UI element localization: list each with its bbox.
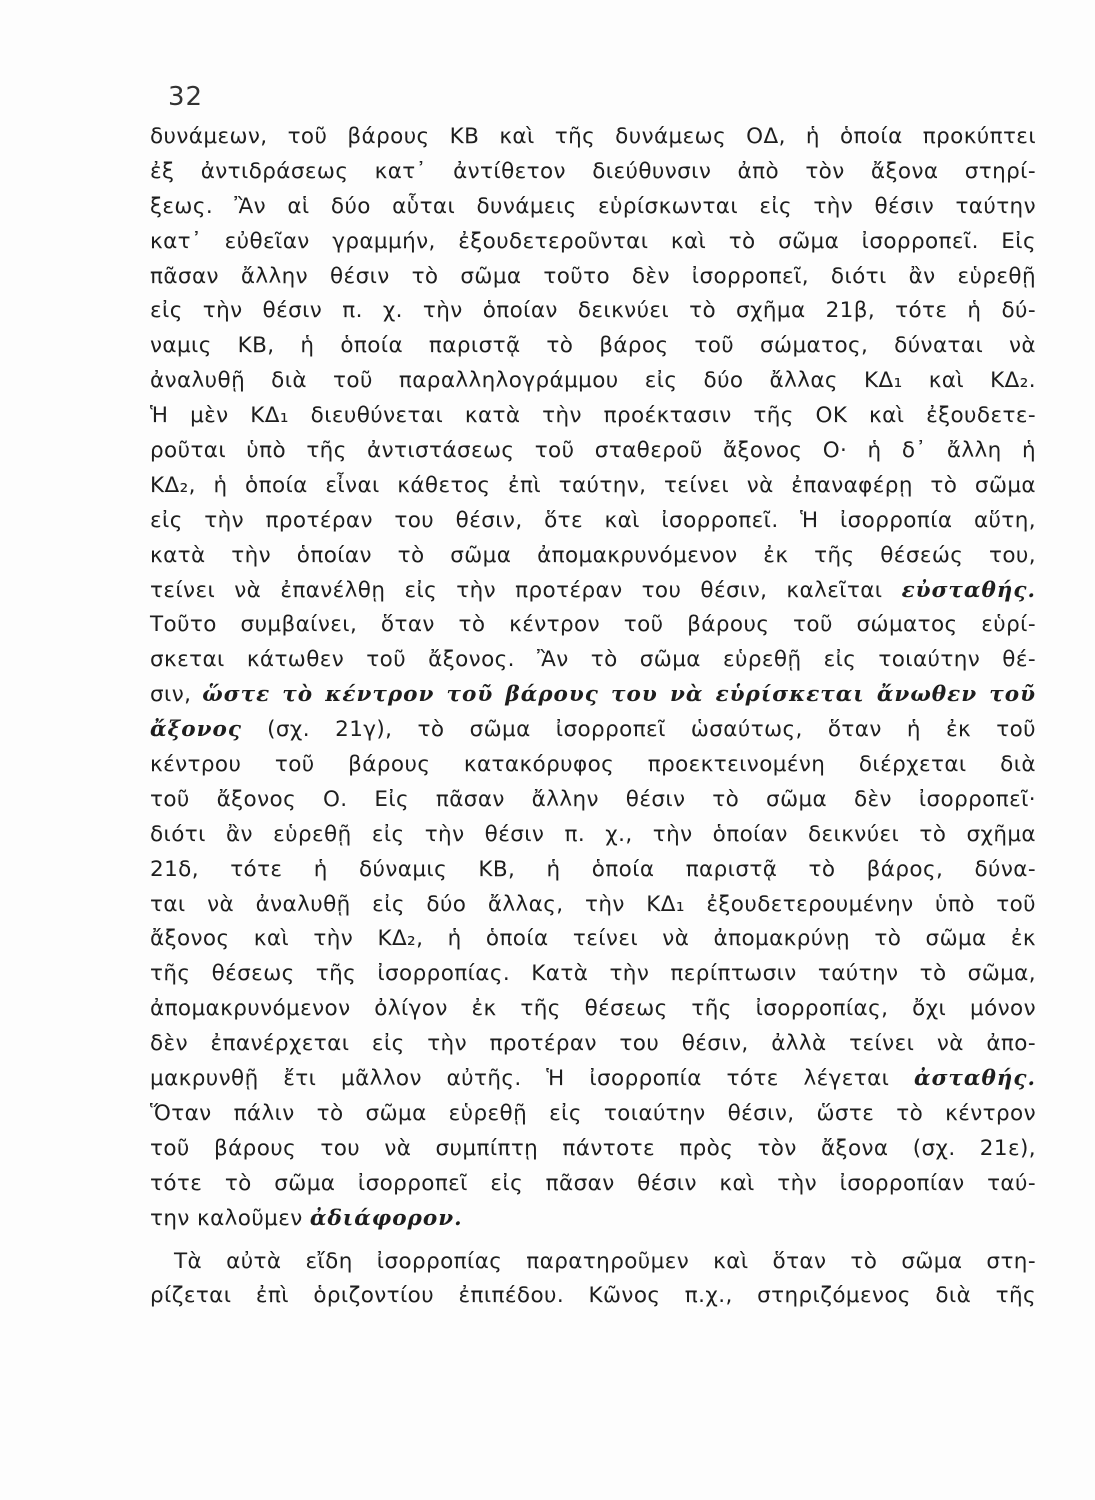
text-line: δὲν ἐπανέρχεται εἰς τὴν προτέραν του θέσιν, ἀλλὰ τείνει νὰ ἀπο- — [150, 1031, 1036, 1057]
text-line: ΚΔ₂, ἡ ὁποία εἶναι κάθετος ἐπὶ ταύτην, τείνει νὰ ἐπαναφέρῃ τὸ σῶμα — [150, 472, 1036, 498]
body-text — [150, 120, 1036, 1314]
text-segment: (σχ. 21γ), τὸ σῶμα ἰσορροπεῖ ὡσαύτως, ὅταν ἡ ἐκ τοῦ — [267, 717, 1036, 743]
text-segment: μακρυνθῇ ἔτι μᾶλλον αὐτῆς. Ἡ ἰσορροπία τότε λέγεται — [150, 1066, 890, 1092]
text-line-with-emphasis — [150, 1062, 1036, 1097]
text-line: τοῦ ἄξονος Ο. Εἰς πᾶσαν ἄλλην θέσιν τὸ σῶμα δὲν ἰσορροπεῖ· — [150, 786, 1036, 812]
text-line: πᾶσαν ἄλλην θέσιν τὸ σῶμα τοῦτο δὲν ἰσορροπεῖ, διότι ἂν εὑρεθῇ — [150, 263, 1036, 289]
text-line: τοῦ βάρους του νὰ συμπίπτῃ πάντοτε πρὸς τὸν ἄξονα (σχ. 21ε), — [150, 1135, 1036, 1161]
text-line-paragraph-start: Τὰ αὐτὰ εἴδη ἰσορροπίας παρατηροῦμεν καὶ ὅταν τὸ σῶμα στη- — [174, 1248, 1036, 1274]
term-unstable: ἀσταθής. — [914, 1066, 1036, 1092]
text-line: κέντρου τοῦ βάρους κατακόρυφος προεκτεινομένη διέρχεται διὰ — [150, 752, 1036, 778]
text-line: ται νὰ ἀναλυθῇ εἰς δύο ἄλλας, τὴν ΚΔ₁ ἐξουδετερουμένην ὑπὸ τοῦ — [150, 891, 1036, 917]
text-line-with-emphasis — [150, 1202, 1036, 1237]
text-line: Τοῦτο συμβαίνει, ὅταν τὸ κέντρον τοῦ βάρους τοῦ σώματος εὑρί- — [150, 612, 1036, 638]
text-line-with-emphasis — [150, 678, 1036, 713]
text-line: εἰς τὴν προτέραν του θέσιν, ὅτε καὶ ἰσορροπεῖ. Ἡ ἰσορροπία αὕτη, — [150, 507, 1036, 533]
text-line: ἄξονος καὶ τὴν ΚΔ₂, ἡ ὁποία τείνει νὰ ἀπομακρύνῃ τὸ σῶμα ἐκ — [150, 926, 1036, 952]
text-line: ξεως. Ἂν αἱ δύο αὗται δυνάμεις εὑρίσκωνται εἰς τὴν θέσιν ταύτην — [150, 193, 1036, 219]
term-stable: εὐσταθής. — [901, 577, 1036, 603]
text-line: διότι ἂν εὑρεθῇ εἰς τὴν θέσιν π. χ., τὴν ὁποίαν δεικνύει τὸ σχῆμα — [150, 821, 1036, 847]
text-line: ἐξ ἀντιδράσεως κατ᾽ ἀντίθετον διεύθυνσιν ἀπὸ τὸν ἄξονα στηρί- — [150, 158, 1036, 184]
text-line: 21δ, τότε ἡ δύναμις ΚΒ, ἡ ὁποία παριστᾷ τὸ βάρος, δύνα- — [150, 856, 1036, 882]
text-line: ροῦται ὑπὸ τῆς ἀντιστάσεως τοῦ σταθεροῦ ἄξονος Ο· ἡ δ᾽ ἄλλη ἡ — [150, 438, 1036, 464]
text-line: ρίζεται ἐπὶ ὁριζοντίου ἐπιπέδου. Κῶνος π.χ., στηριζόμενος διὰ τῆς — [150, 1283, 1036, 1309]
text-line: Ἡ μὲν ΚΔ₁ διευθύνεται κατὰ τὴν προέκτασιν τῆς ΟΚ καὶ ἐξουδετε- — [150, 403, 1036, 429]
emphasis-axis-word: ἄξονος — [150, 717, 242, 743]
text-line: Ὅταν πάλιν τὸ σῶμα εὑρεθῇ εἰς τοιαύτην θέσιν, ὥστε τὸ κέντρον — [150, 1100, 1036, 1126]
text-segment: τείνει νὰ ἐπανέλθῃ εἰς τὴν προτέραν του θέσιν, καλεῖται — [150, 577, 883, 603]
term-indifferent: ἀδιάφορον. — [309, 1205, 463, 1231]
text-line: ἀναλυθῇ διὰ τοῦ παραλληλογράμμου εἰς δύο ἄλλας ΚΔ₁ καὶ ΚΔ₂. — [150, 368, 1036, 394]
text-line: κατ᾽ εὐθεῖαν γραμμήν, ἐξουδετεροῦνται καὶ τὸ σῶμα ἰσορροπεῖ. Εἰς — [150, 228, 1036, 254]
text-line: κατὰ τὴν ὁποίαν τὸ σῶμα ἀπομακρυνόμενον ἐκ τῆς θέσεώς του, — [150, 542, 1036, 568]
text-line-with-emphasis — [150, 713, 1036, 748]
text-line-with-emphasis — [150, 574, 1036, 609]
text-line: εἰς τὴν θέσιν π. χ. τὴν ὁποίαν δεικνύει τὸ σχῆμα 21β, τότε ἡ δύ- — [150, 298, 1036, 324]
page-number: 32 — [168, 82, 204, 112]
text-line: σκεται κάτωθεν τοῦ ἄξονος. Ἂν τὸ σῶμα εὑρεθῇ εἰς τοιαύτην θέ- — [150, 647, 1036, 673]
emphasis-center-phrase: ὥστε τὸ κέντρον τοῦ βάρους του νὰ εὑρίσκεται ἄνωθεν τοῦ — [202, 682, 1037, 708]
text-line: ναμις ΚΒ, ἡ ὁποία παριστᾷ τὸ βάρος τοῦ σώματος, δύναται νὰ — [150, 333, 1036, 359]
text-line: ἀπομακρυνόμενον ὀλίγον ἐκ τῆς θέσεως τῆς ἰσορροπίας, ὄχι μόνον — [150, 996, 1036, 1022]
text-segment: την καλοῦμεν — [150, 1205, 303, 1231]
text-line: τῆς θέσεως τῆς ἰσορροπίας. Κατὰ τὴν περίπτωσιν ταύτην τὸ σῶμα, — [150, 961, 1036, 987]
text-segment: σιν, — [150, 682, 192, 708]
text-line: δυνάμεων, τοῦ βάρους ΚΒ καὶ τῆς δυνάμεως ΟΔ, ἡ ὁποία προκύπτει — [150, 124, 1036, 149]
text-line: τότε τὸ σῶμα ἰσορροπεῖ εἰς πᾶσαν θέσιν καὶ τὴν ἰσορροπίαν ταύ- — [150, 1170, 1036, 1196]
